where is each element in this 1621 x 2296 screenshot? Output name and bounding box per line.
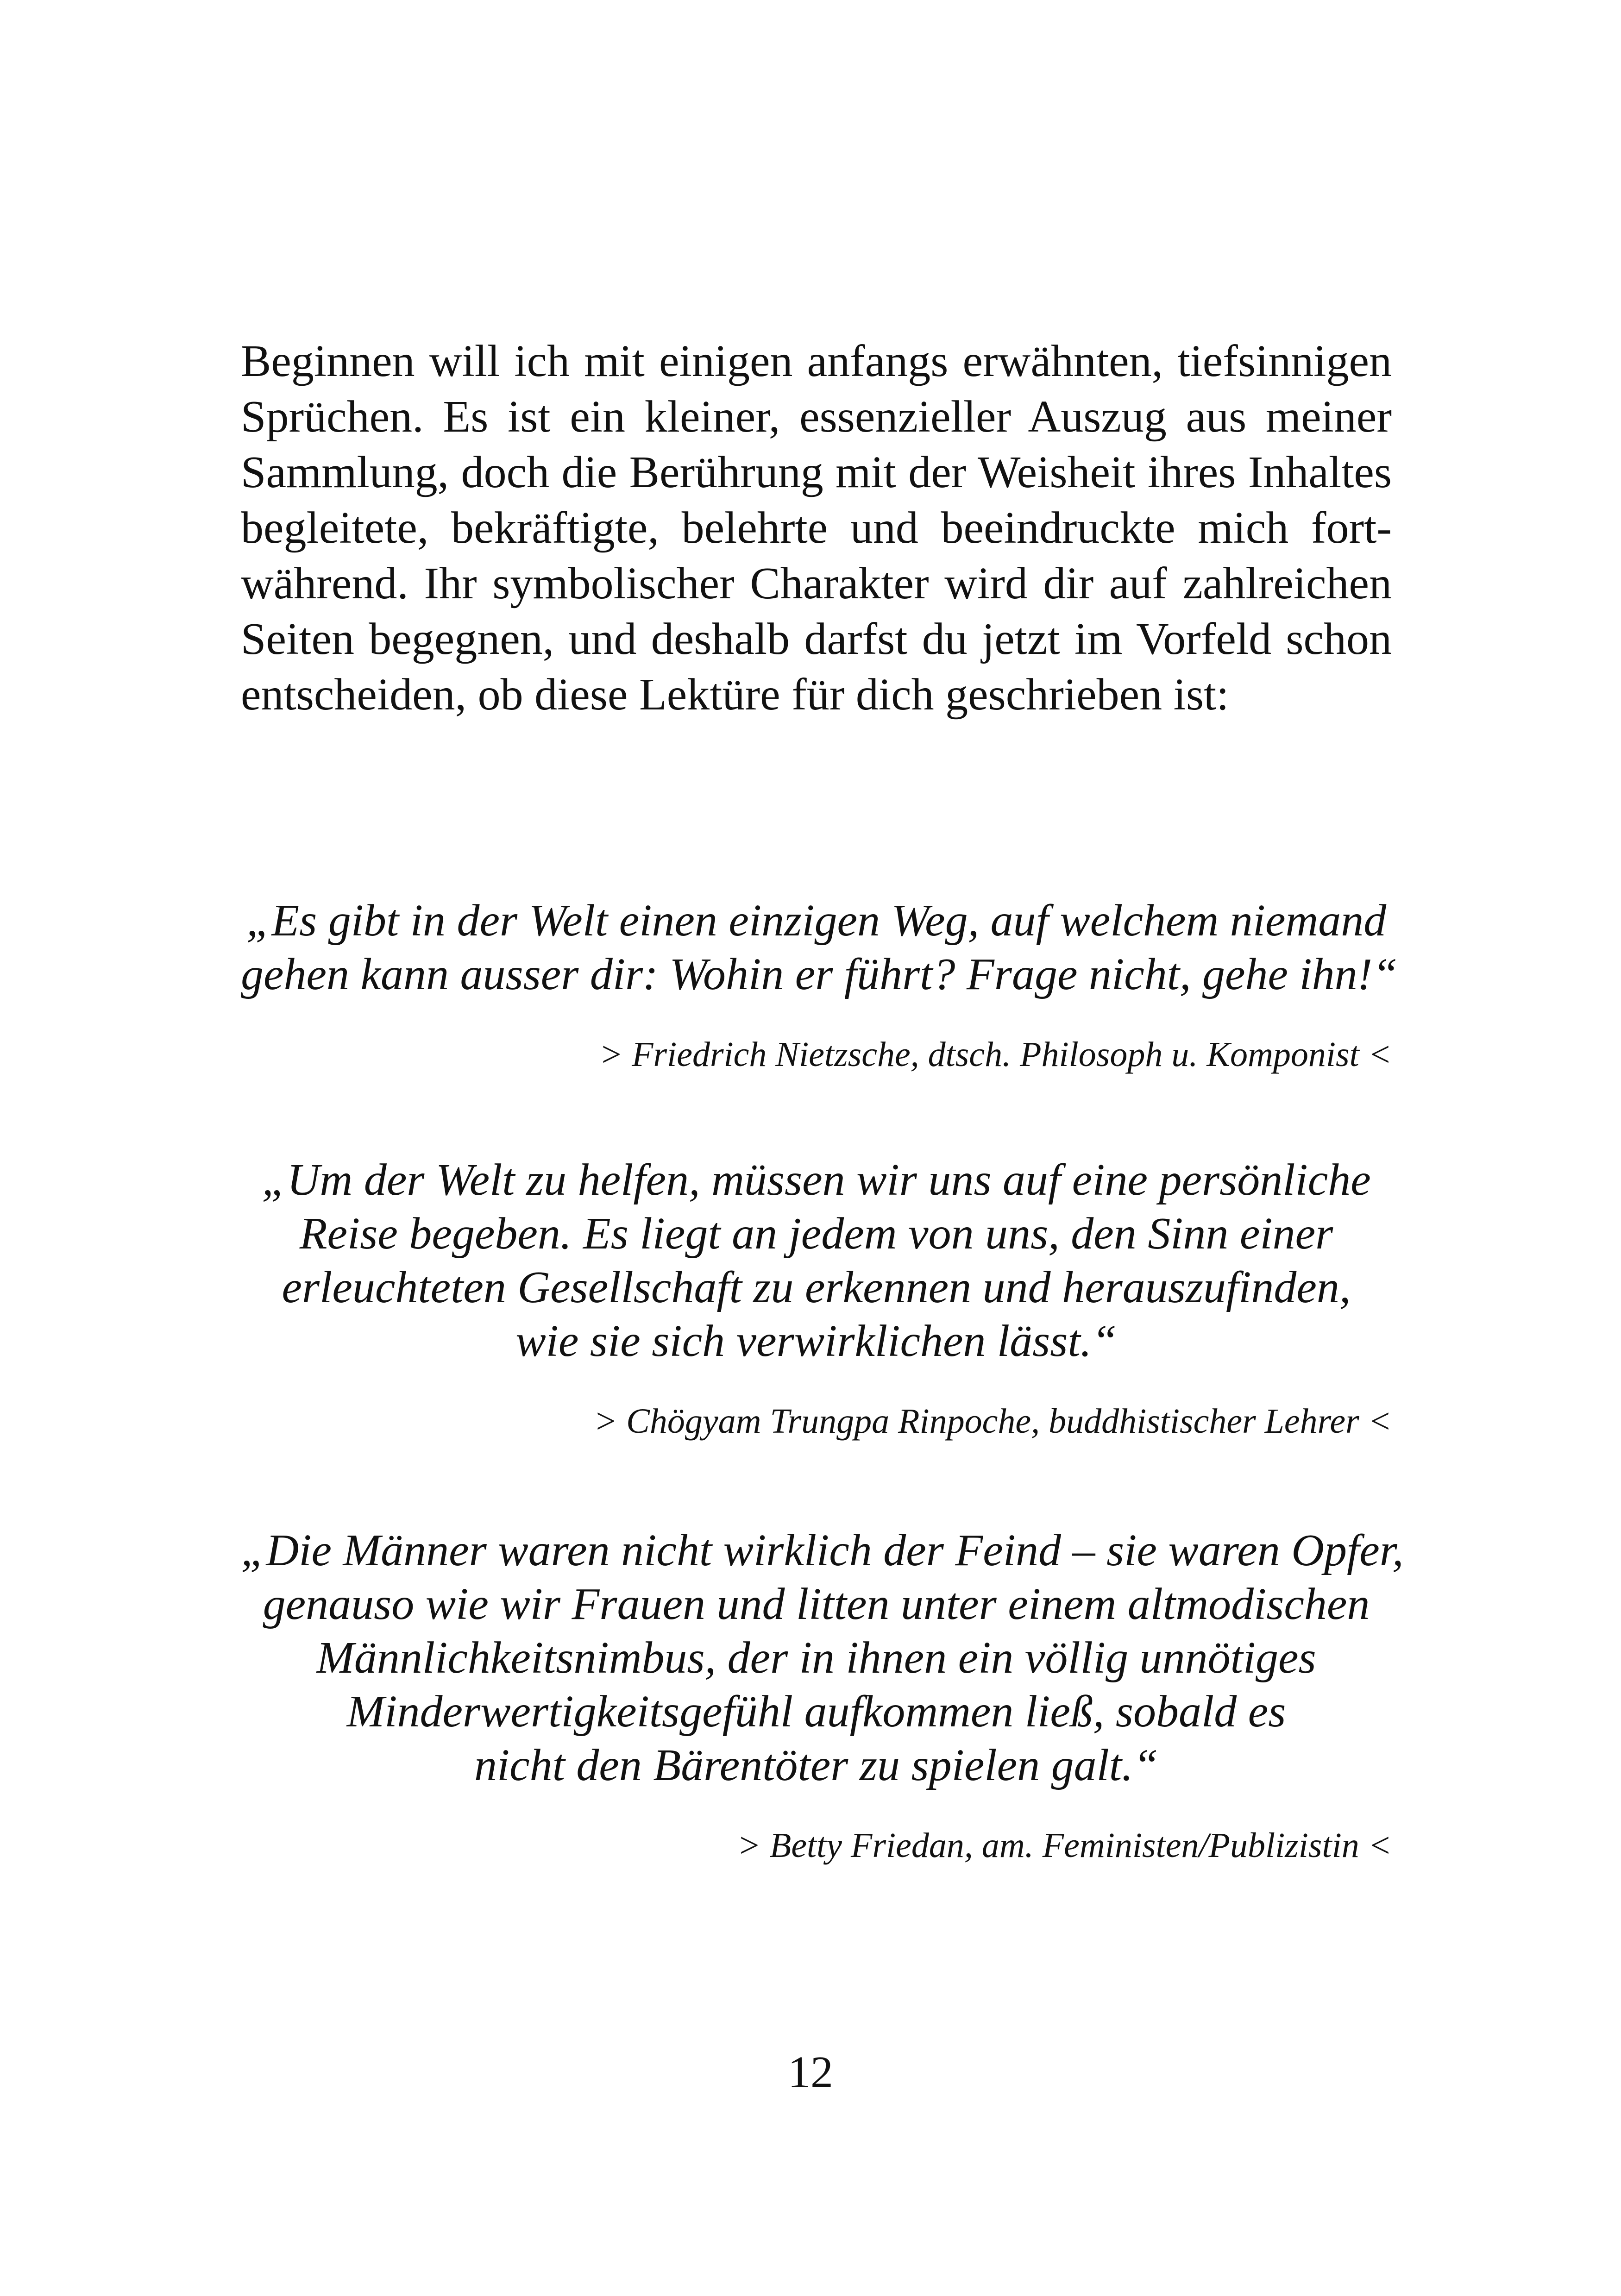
quote-friedan [241,1524,1404,1866]
quote-text [241,1524,1404,1792]
quote-text [241,894,1398,1001]
quote-attribution: > Friedrich Nietzsche, dtsch. Philosoph u. Komponist < [599,1035,1392,1074]
intro-line: Sprüchen. Es ist ein kleiner, essenzieller Auszug aus meiner [241,392,1392,442]
page-number: 12 [788,2047,833,2097]
intro-line: während. Ihr symbolischer Charakter wird dir auf zahlreichen [241,558,1392,609]
quote-line: gehen kann ausser dir: Wohin er führt? Frage nicht, gehe ihn!“ [241,949,1398,999]
quote-trungpa [241,1153,1392,1442]
quote-line: Minderwertigkeitsgefühl aufkommen ließ, sobald es [346,1687,1286,1737]
quote-nietzsche [241,894,1398,1075]
quote-line: erleuchteten Gesellschaft zu erkennen und herauszufinden, [282,1262,1351,1312]
intro-line: Sammlung, doch die Berührung mit der Weisheit ihres Inhaltes [241,447,1392,497]
intro-line: begleitete, bekräftigte, belehrte und beeindruckte mich fort- [241,503,1392,553]
quote-line: nicht den Bärentöter zu spielen galt.“ [474,1740,1159,1790]
intro-line: entscheiden, ob diese Lektüre für dich geschrieben ist: [241,670,1229,720]
quote-attribution: > Betty Friedan, am. Feministen/Publizistin < [737,1826,1392,1865]
intro-paragraph [241,333,1392,722]
intro-line: Beginnen will ich mit einigen anfangs erwähnten, tiefsinnigen [241,336,1392,386]
quote-line: Männlichkeitsnimbus, der in ihnen ein völlig unnötiges [316,1633,1316,1683]
quote-line: „Es gibt in der Welt einen einzigen Weg, auf welchem niemand [246,896,1387,946]
intro-line: Seiten begegnen, und deshalb darfst du jetzt im Vorfeld schon [241,614,1392,664]
quote-line: genauso wie wir Frauen und litten unter einem altmodischen [263,1579,1370,1629]
quote-line: wie sie sich verwirklichen lässt.“ [515,1316,1117,1366]
quote-line: „Um der Welt zu helfen, müssen wir uns auf eine persönliche [262,1155,1371,1205]
quote-line: Reise begeben. Es liegt an jedem von uns, den Sinn einer [299,1209,1333,1259]
quote-line: „Die Männer waren nicht wirklich der Feind – sie waren Opfer, [241,1525,1404,1575]
quote-attribution: > Chögyam Trungpa Rinpoche, buddhistischer Lehrer < [593,1402,1392,1441]
quote-text [241,1153,1392,1368]
